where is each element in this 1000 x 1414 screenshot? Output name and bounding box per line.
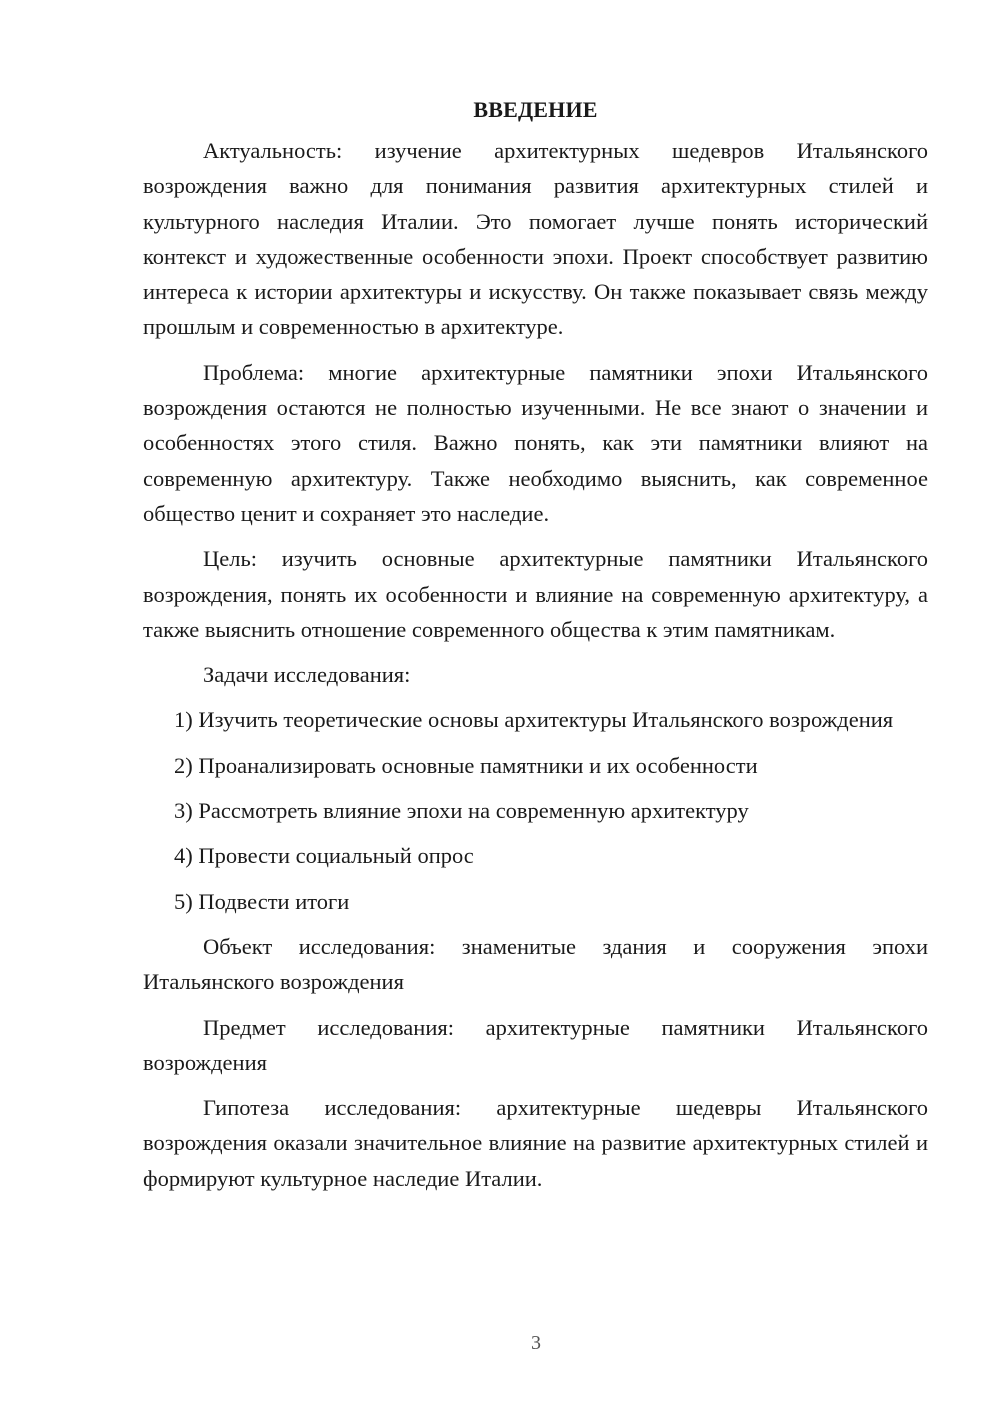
list-item: 5) Подвести итоги xyxy=(174,888,350,914)
list-item: 2) Проанализировать основные памятники и их особенности xyxy=(174,752,758,778)
paragraph-problem: Проблема: многие архитектурные памятники эпохи Итальянского возрождения остаются не полностью изученными. Не все знают о значении и особенностях этого стиля. Важно понять, как эти памятники влияют на современную архитектуру. Также необходимо выяснить, как современное общество ценит и сохраняет это наследие. xyxy=(143,359,928,526)
page-number: 3 xyxy=(531,1332,541,1354)
paragraph-goal: Цель: изучить основные архитектурные памятники Итальянского возрождения, понять их особенности и влияние на современную архитектуру, а также выяснить отношение современного общества к этим памятникам. xyxy=(143,546,928,642)
page-title: ВВЕДЕНИЕ xyxy=(473,97,598,122)
paragraph-subject: Предмет исследования: архитектурные памятники Итальянского возрождения xyxy=(143,1014,928,1075)
paragraph-object: Объект исследования: знаменитые здания и сооружения эпохи Итальянского возрождения xyxy=(143,933,928,995)
paragraph-relevance: Актуальность: изучение архитектурных шедевров Итальянского возрождения важно для понимания развития архитектурных стилей и культурного наследия Италии. Это помогает лучше понять исторический контекст и художественные особенности эпохи. Проект способствует развитию интереса к истории архитектуры и искусству. Он также показывает связь между прошлым и современностью в архитектуре. xyxy=(143,138,928,340)
list-item: 1) Изучить теоретические основы архитектуры Итальянского возрождения xyxy=(174,707,894,733)
list-item: 3) Рассмотреть влияние эпохи на современную архитектуру xyxy=(174,798,749,824)
list-item: 4) Провести социальный опрос xyxy=(174,843,474,869)
paragraph-hypothesis: Гипотеза исследования: архитектурные шедевры Итальянского возрождения оказали значительное влияние на развитие архитектурных стилей и формируют культурное наследие Италии. xyxy=(143,1095,928,1191)
document-page xyxy=(143,92,928,1206)
tasks-heading: Задачи исследования: xyxy=(203,662,411,688)
